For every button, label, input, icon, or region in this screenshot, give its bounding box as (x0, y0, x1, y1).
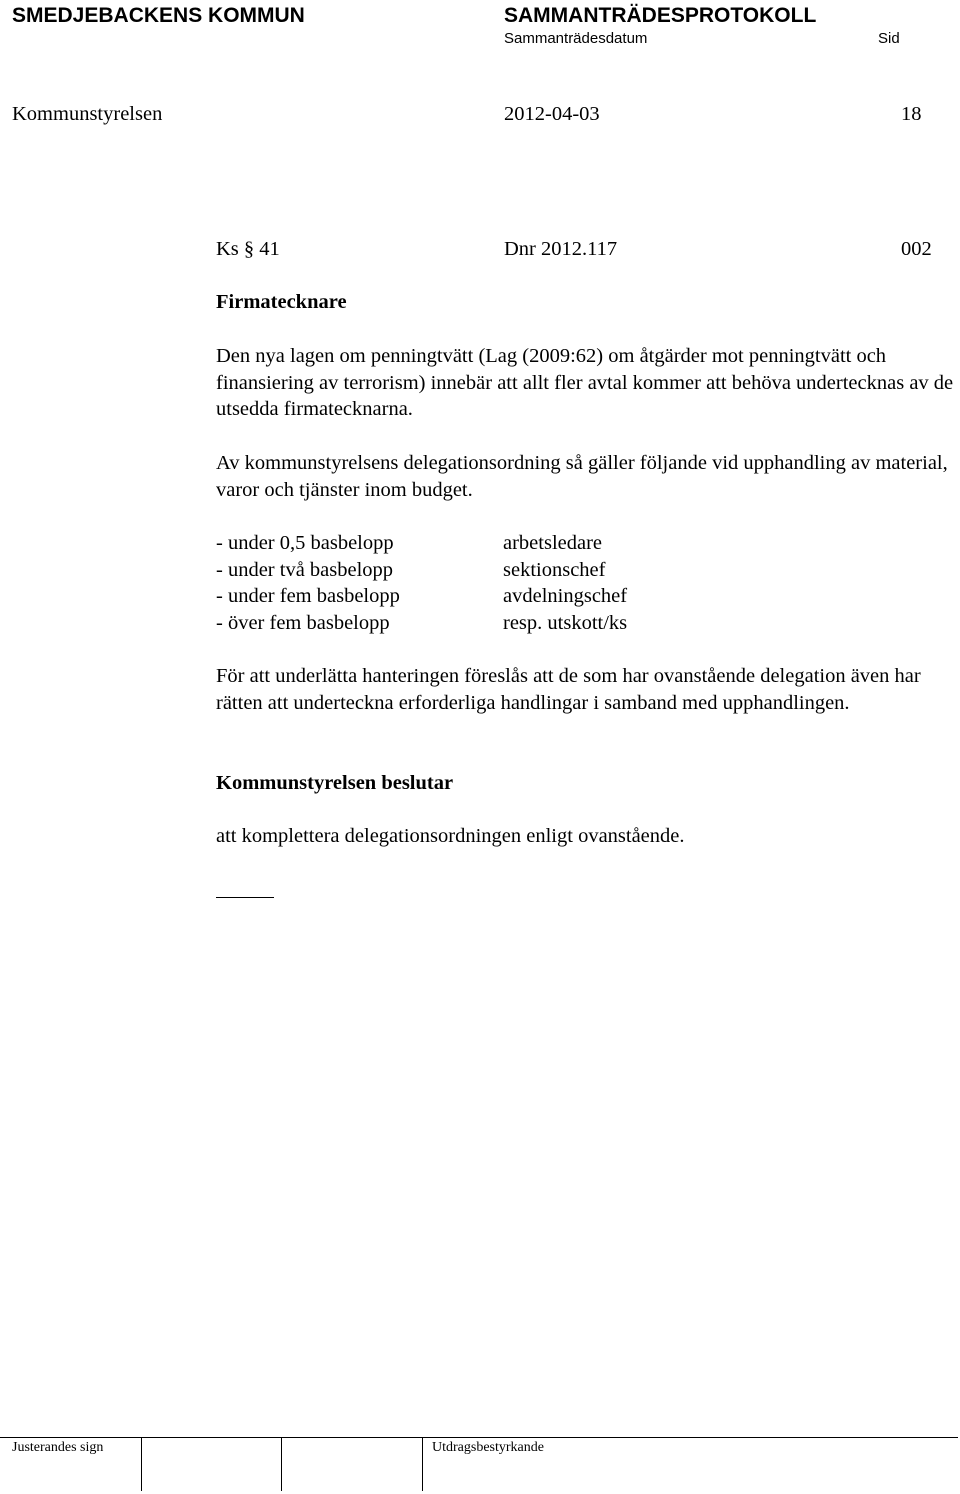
footer-divider (141, 1437, 142, 1491)
delegation-limit: - under 0,5 basbelopp (216, 532, 394, 554)
footer-rule (0, 1437, 958, 1438)
delegation-row (216, 610, 960, 637)
delegation-row (216, 530, 960, 557)
delegation-row (216, 557, 960, 584)
footer-divider (281, 1437, 282, 1491)
case-code: 002 (901, 238, 932, 260)
delegation-list (216, 530, 960, 636)
meeting-date: 2012-04-03 (504, 103, 600, 125)
meeting-date-label: Sammanträdesdatum (504, 30, 648, 47)
paragraph-delegation-intro: Av kommunstyrelsens delegationsordning så gäller följande vid upphandling av material, varor och tjänster inom budget. (216, 452, 948, 501)
delegation-row (216, 583, 960, 610)
document-type: SAMMANTRÄDESPROTOKOLL (504, 4, 817, 27)
page-number: 18 (901, 103, 922, 125)
decision-heading: Kommunstyrelsen beslutar (216, 772, 454, 794)
committee-name: Kommunstyrelsen (12, 103, 163, 125)
delegation-role: sektionschef (503, 558, 606, 581)
delegation-limit: - under fem basbelopp (216, 585, 400, 607)
case-dnr: Dnr 2012.117 (504, 238, 618, 260)
footer-extract-label: Utdragsbestyrkande (432, 1440, 544, 1455)
municipality-name: SMEDJEBACKENS KOMMUN (12, 4, 305, 27)
section-title: Firmatecknare (216, 291, 347, 313)
end-rule (216, 897, 274, 898)
delegation-role: resp. utskott/ks (503, 611, 628, 634)
footer-divider (422, 1437, 423, 1491)
delegation-limit: - under två basbelopp (216, 558, 394, 581)
delegation-limit: - över fem basbelopp (216, 611, 390, 634)
paragraph-proposal: För att underlätta hanteringen föreslås att de som har ovanstående delegation även har rätten att underteckna erforderliga handlingar i samband med upphandlingen. (216, 665, 921, 714)
page-label: Sid (878, 30, 900, 47)
decision-text: att komplettera delegationsordningen enligt ovanstående. (216, 825, 685, 847)
delegation-role: arbetsledare (503, 532, 603, 554)
case-paragraph: Ks § 41 (216, 238, 280, 260)
delegation-role: avdelningschef (503, 585, 628, 607)
paragraph-law: Den nya lagen om penningtvätt (Lag (2009:62) om åtgärder mot penningtvätt och finansiering av terrorism) innebär att allt fler avtal kommer att behöva undertecknas av de utsedda firmatecknarna. (216, 345, 954, 420)
footer-sign-label: Justerandes sign (12, 1440, 104, 1455)
